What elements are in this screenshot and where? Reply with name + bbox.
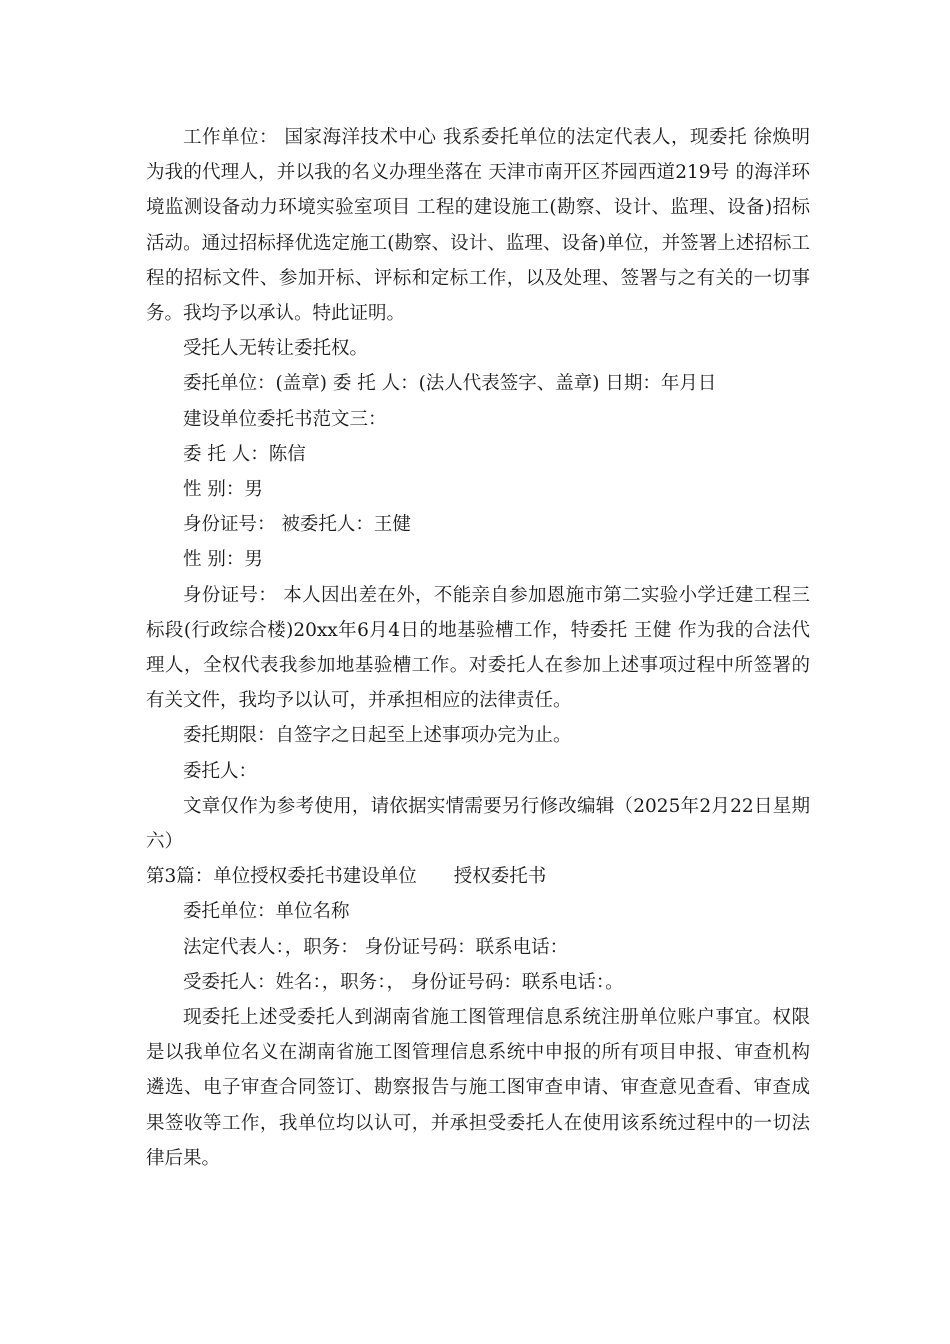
paragraph-agent-id-statement: 身份证号： 本人因出差在外，不能亲自参加恩施市第二实验小学迁建工程三标段(行政综合楼)20xx年6月4日的地基验槽工作，特委托 王健 作为我的合法代理人，全权代表我参加地基验槽工作。对委托人在参加上述事项过程中所签署的有关文件，我均予以认可，并承担相应的法律责任。	[146, 584, 810, 712]
paragraph-agent-gender: 性 别：男	[183, 549, 263, 571]
paragraph-entrusting-unit: 委托单位：单位名称	[183, 901, 350, 923]
paragraph-principal-gender: 性 别：男	[183, 479, 263, 501]
paragraph-principal-id-agent: 身份证号： 被委托人：王健	[183, 514, 411, 536]
paragraph-delegation-statement: 工作单位： 国家海洋技术中心 我系委托单位的法定代表人，现委托 徐焕明 为我的代理人，并以我的名义办理坐落在 天津市南开区芥园西道219号 的海洋环境监测设备动力环境实验室项目 工程的建设施工(勘察、设计、监理、设备)招标活动。通过招标择优选定施工(勘察、设计、监理、设备)单位，并签署上述招标工程的招标文件、参加开标、评标和定标工作，以及处理、签署与之有关的一切事务。我均予以承认。特此证明。	[146, 127, 810, 325]
section-heading-part-three: 第3篇：单位授权委托书建设单位 授权委托书	[146, 866, 547, 888]
paragraph-legal-representative: 法定代表人：，职务： 身份证号码：联系电话：	[183, 936, 569, 958]
paragraph-term: 委托期限：自签字之日起至上述事项办完为止。	[183, 725, 572, 747]
paragraph-trustee: 受委托人：姓名：，职务：， 身份证号码：联系电话：。	[183, 971, 624, 993]
paragraph-sample-three-heading: 建设单位委托书范文三：	[183, 408, 387, 430]
paragraph-authorization-scope: 现委托上述受委托人到湖南省施工图管理信息系统注册单位账户事宜。权限是以我单位名义在湖南省施工图管理信息系统中申报的所有项目申报、审查机构遴选、电子审查合同签订、勘察报告与施工图审查申请、审查意见查看、审查成果签收等工作，我单位均以认可，并承担受委托人在使用该系统过程中的一切法律后果。	[146, 1007, 810, 1169]
paragraph-principal-name: 委 托 人：陈信	[183, 443, 306, 465]
paragraph-no-transfer: 受托人无转让委托权。	[183, 338, 369, 360]
paragraph-principal-sign: 委托人：	[183, 760, 258, 782]
document-body	[146, 120, 810, 1176]
paragraph-reference-note: 文章仅作为参考使用，请依据实情需要另行修改编辑（2025年2月22日星期六）	[146, 795, 810, 853]
paragraph-signature-line: 委托单位：(盖章) 委 托 人：(法人代表签字、盖章) 日期：年月日	[183, 373, 717, 395]
